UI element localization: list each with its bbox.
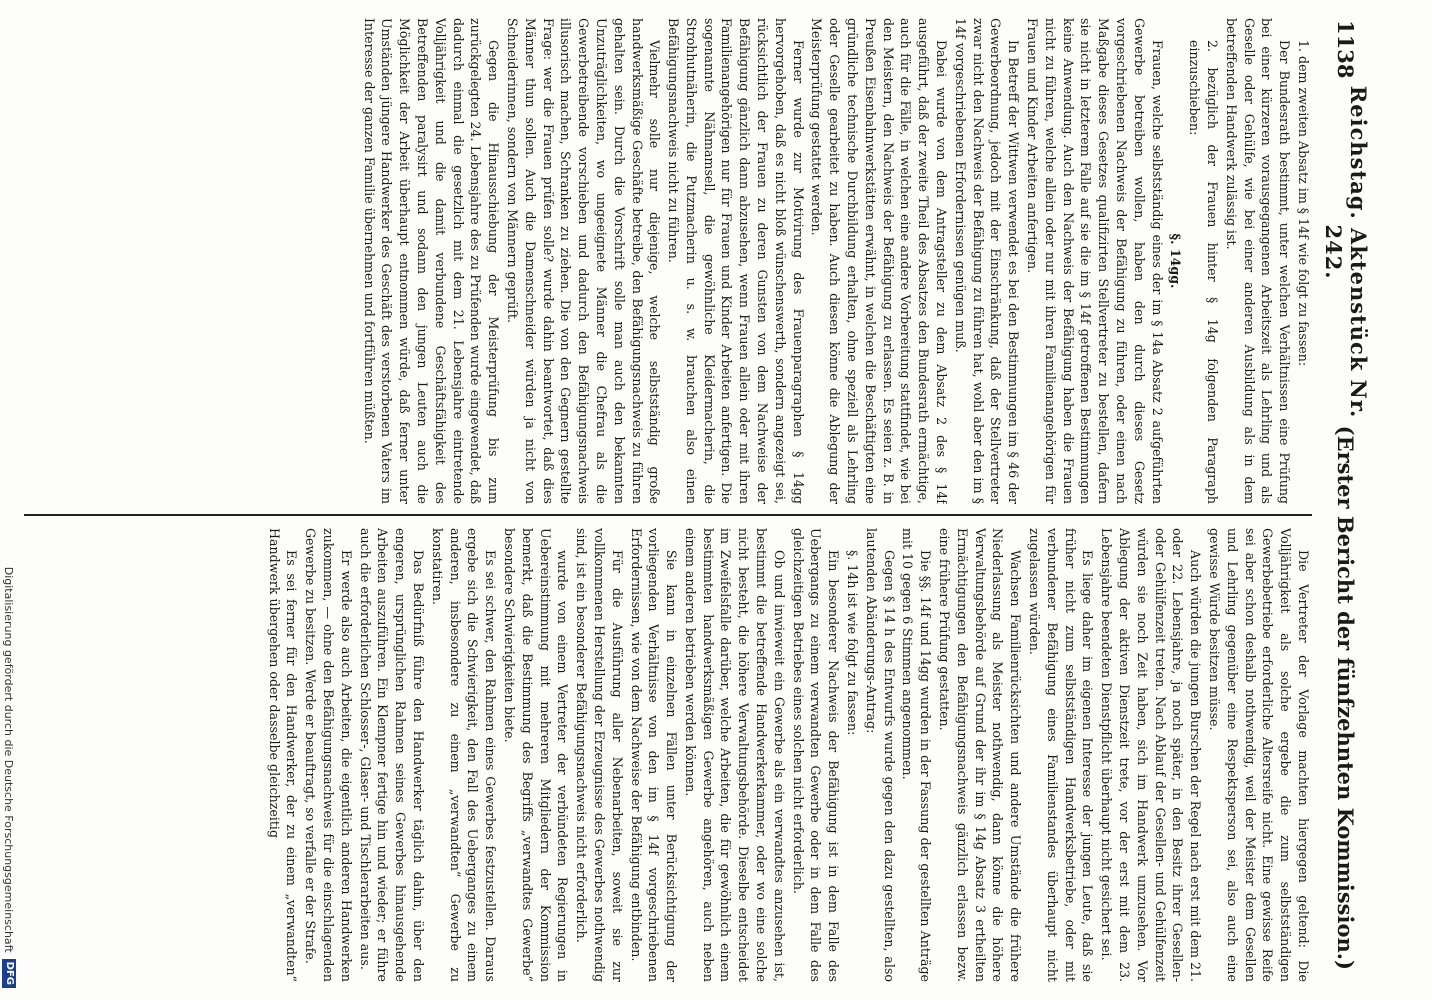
digitization-footer: [0, 0, 18, 1000]
page-header: [1321, 20, 1371, 970]
paragraph: Es sei schwer, den Rahmen eines Gewerbes festzustellen. Daraus ergebe sich die Schwierigkeit, den Fall des Ueberganges zu einem anderen, insbesondere zu einem „verwandten“ Gewerbe zu konstatiren.: [429, 528, 499, 982]
paragraph: Die Vertreter der Vorlage machten hiergegen geltend: Die Volljährigkeit als solche ergebe die zum selbstständigen Gewerbebetriebe erforderliche Altersreife nicht. Eine gewisse Reife sei aber schon deshalb nothwendig, weil der Meister dem Gesellen und Lehrling gegenüber eine Respektsperson sei, also auch eine gewisse Würde besitzen müsse.: [1207, 528, 1311, 982]
paragraph: Dabei wurde von dem Antragsteller zu dem Absatz 2 des § 14f ausgeführt, daß der zweite Theil des Absatzes den Bundesrath ermächtige, auch für die Fälle, in welchen eine andere Vorbereitung stattfindet, wie bei den Meistern, den Nachweis der Befähigung zu erlassen. Es seien z. B. in Preußen Eisenbahnwerkstätten erwähnt, in welchen die Beschäftigten eine gründliche technische Durchbildung erhalten, ohne speziell als Lehrling oder Geselle gearbeitet zu haben. Auch diesen könne die Ablegung der Meisterprüfung gestattet werden.: [809, 18, 950, 504]
paragraph: Vielmehr solle nur diejenige, welche selbstständig große handwerksmäßige Geschäfte betreibe, den Befähigungsnachweis zu führen gehalten sein. Durch die Vorschrift solle man auch den bekannten Unzuträglichkeiten, wo ungeeignete Männer die Chefrau als die Gewerbetreibende vorschieben und dadurch den Befähigungsnachweis illusorisch machen, Schranken zu ziehen. Die von den Gegnern gestellte Frage: wer die Frauen prüfen solle? wurde dahin beantwortet, daß dies Männer thun sollen. Auch die Damenschneider würden ja nicht von Schneiderinnen, sondern von Männern geprüft.: [504, 18, 663, 504]
dfg-logo: DFG: [2, 959, 16, 988]
text-column-left: [24, 18, 1312, 504]
paragraph: Sie kann in einzelnen Fällen unter Berücksichtigung der vorliegenden Verhältnisse von den im § 14f vorgeschriebenen Erfordernissen, wie von dem Nachweise der Befähigung entbinden.: [628, 528, 680, 982]
paragraph: Frauen, welche selbstständig eines der im § 14a Absatz 2 aufgeführten Gewerbe betreiben wollen, haben den durch dieses Gesetz vorgeschriebenen Nachweis der Befähigung zu führen, oder einen nach Maßgabe dieses Gesetzes qualifizirten Stellvertreter zu bestellen, dafern sie nicht in letzterem Falle auf sie die im § 14f getroffenen Bestimmungen keine Anwendung. Auch den Nachweis der Befähigung haben die Frauen nicht zu führen, welche allein oder nur mit ihren Familienangehörigen für Frauen und Kinder Arbeiten anfertigen.: [1025, 18, 1165, 504]
paragraph: 2. bezüglich der Frauen hinter § 14g folgenden Paragraph einzuschieben:: [1187, 40, 1221, 504]
text-column-right: [24, 528, 1312, 982]
paragraph: Für die Ausführung aller Nebenarbeiten, soweit sie zur vollkommenen Herstellung der Erzeugnisse des Gewerbes nothwendig sind, ist ein besonderer Befähigungsnachweis nicht erforderlich.: [574, 528, 625, 982]
section-heading: §. 14gg.: [1168, 233, 1184, 289]
page-number: 1138: [1333, 20, 1359, 79]
page-subtitle: (Erster Bericht der fünfzehnten Kommission.): [1333, 425, 1359, 970]
paragraph: 1. dem zweiten Absatz im § 14f wie folgt zu fassen:: [1296, 40, 1311, 367]
paragraph: Es liege daher im eigenen Interesse der jungen Leute, daß sie früher nicht zum selbstständigen Handwerksbetriebe, oder mit verbundener Befähigung eines Familienstandes überhaupt nicht zugelassen würden.: [1027, 528, 1096, 982]
paragraph: Gegen § 14 h des Entwurfs wurde gegen den dazu gestellten, also lautenden Abänderungs-Antrag:: [863, 528, 897, 982]
paragraph: wurde von einem Vertreter der verbündeten Regierungen in Uebereinstimmung mit mehreren Mitgliedern der Kommission bemerkt, daß die Bestimmung des Begriffs „verwandtes Gewerbe“ besondere Schwierigkeiten biete.: [501, 528, 571, 982]
paragraph: Wachsen Familienrücksichten und andere Umstände die frühere Niederlassung als Meister nothwendig, dann könne die höhere Verwaltungsbehörde auf Grund der ihr im § 14g Absatz 3 ertheilten Ermächtigungen den Befähigungsnachweis gänzlich erlassen bezw. eine frühere Prüfung gestatten.: [937, 528, 1024, 982]
paragraph: Das Bedürfniß führe den Handwerker täglich dahin, über den engeren, ursprünglichen Rahmen seines Gewerbes hinausgehende Arbeiten auszuführen. Ein Klempner fertige hin und wieder; er führe auch die erforderlichen Schlosser-, Glaser- und Tischlerarbeiten aus.: [357, 528, 426, 982]
column-divider: [24, 514, 1312, 516]
digitization-note: Digitalisierung gefördert durch die Deutsche Forschungsgemeinschaft: [2, 566, 16, 953]
paragraph: Gegen die Hinausschiebung der Meisterprüfung bis zum zurückgelegten 24. Lebensjahre des zu Prüfenden wurde eingewendet, daß dadurch einmal die gesetzlich mit dem 21. Lebensjahre eintretende Volljährigkeit und die damit verbundene Geschäftsfähigkeit des Betreffenden paralysirt und sodann den jungen Leuten auch die Möglichkeit der Arbeit überhaupt entnommen würde, daß ferner unter Umständen jüngere Handwerker des Geschäft des verstorbenen Vaters im Interesse der ganzen Familie übernehmen und fortführen müßten.: [361, 18, 502, 504]
paragraph: Ein besonderer Nachweis der Befähigung ist in dem Falle des Uebergangs zu einem verwandten Gewerbe oder in dem Falle des gleichzeitigen Betriebes eines solchen nicht erforderlich.: [790, 528, 842, 982]
paragraph: Der Bundesrath bestimmt, unter welchen Verhältnissen eine Prüfung bei einer kürzeren vorausgegangenen Arbeitszeit als Lehrling und als Geselle oder Gehülfe, wie bei einer anderen Ausbildung als in dem betreffenden Handwerk zulässig ist.: [1223, 18, 1293, 504]
page-title: Reichstag. Aktenstück Nr. 242.: [1321, 85, 1371, 419]
paragraph: §. 14h ist wie folgt zu fassen:: [845, 550, 861, 736]
paragraph: In Betreff der Wittwen verwendet es bei den Bestimmungen im § 46 der Gewerbeordnung, jedoch mit der Einschränkung, daß der Stellvertreter zwar nicht den Nachweis der Befähigung zu führen hat, wohl aber den im § 14f vorgeschriebenen Erfordernissen genügen muß.: [952, 18, 1022, 504]
paragraph: Auch würden die jungen Burschen der Regel nach erst mit dem 21. oder 22. Lebensjahre, ja noch später, in den Besitz ihrer Gesellen- oder Gehülfenzeit treten. Nach Ablauf der Gesellen- und Gehülfenzeit würden sie noch Zeit haben, sich im Handwerk umzusehen. Vor Ablegung der aktiven Dienstzeit trete, vor der erst mit dem 23. Lebensjahre beendeten Dienstpflicht überhaupt nicht gesichert sei.: [1099, 528, 1204, 982]
paragraph: Ob und inwieweit ein Gewerbe als ein verwandtes anzusehen ist, bestimmt die betreffende Handwerkerkammer, oder wo eine solche nicht besteht, die höhere Verwaltungsbehörde. Dieselbe entscheidet im Zweifelsfalle darüber, welche Arbeiten, die für gewöhnlich einem bestimmten handwerksmäßigen Gewerbe angehören, auch neben einem anderen betrieben werden können.: [682, 528, 787, 982]
paragraph: Er werde also auch Arbeiten, die eigentlich anderen Handwerken zukommen, — ohne den Befähigungsnachweis für die einschlagenden Gewerbe zu besitzen. Werde er beauftragt, so verfalle er der Strafe.: [303, 528, 354, 982]
paragraph: Die §§. 14f und 14gg wurden in der Fassung der gestellten Anträge mit 10 gegen 6 Stimmen angenommen.: [900, 528, 934, 982]
paragraph: Es sei ferner für den Handwerker, der zu einem „verwandten“ Handwerk übergehen oder dasselbe gleichzeitig: [266, 528, 300, 982]
paragraph: Ferner wurde zur Motivirung des Frauenparagraphen § 14gg hervorgehoben, daß es nicht bloß wünschenswerth, sondern angezeigt sei, rücksichtlich der Frauen zu deren Gunsten von dem Nachweise der Befähigung gänzlich dann abzusehen, wenn Frauen allein oder mit ihren Familienangehörigen nur für Frauen und Kinder Arbeiten anfertigen. Die sogenannte Nähmamsell, die gewöhnliche Kleidermacherin, die Strohhutnäherin, die Putzmacherin u. s. w. brauchen also einen Befähigungsnachweis nicht zu führen.: [666, 18, 806, 504]
